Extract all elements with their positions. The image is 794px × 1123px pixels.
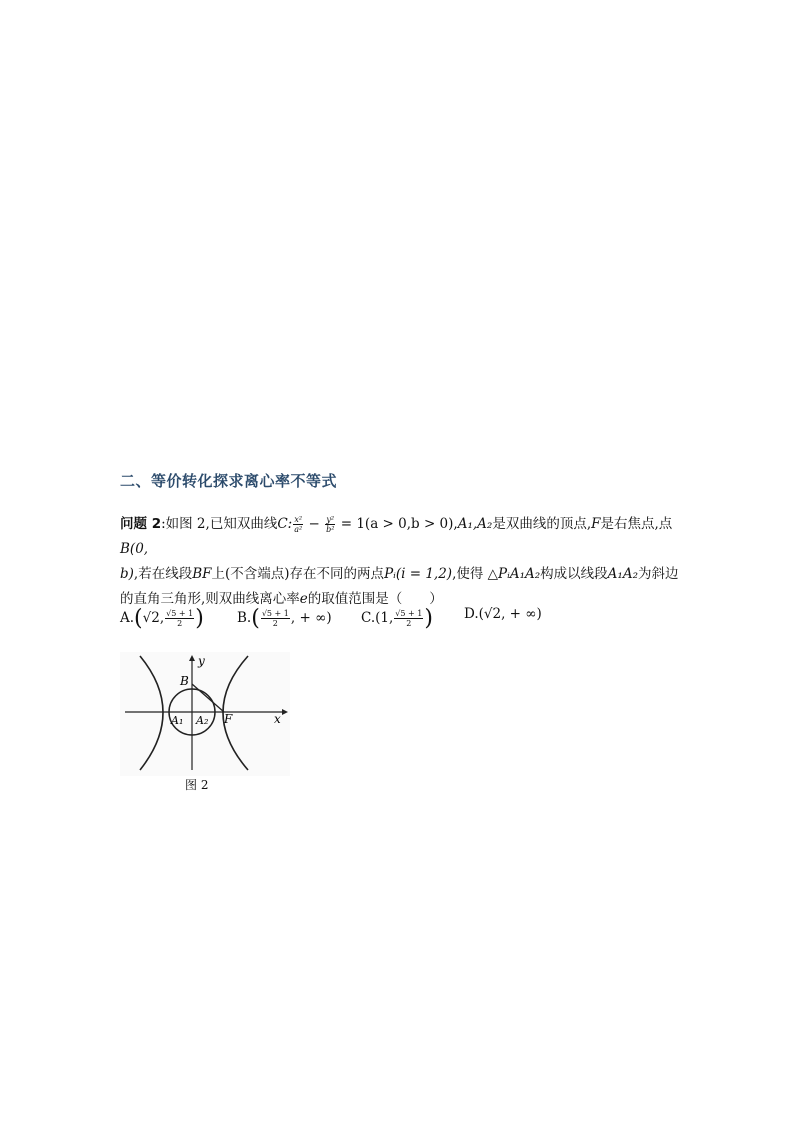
problem-intro: :如图 2,已知双曲线 bbox=[161, 516, 278, 532]
vertices: A₁,A₂ bbox=[457, 516, 493, 532]
point-b: B(0, bbox=[120, 541, 149, 557]
segment-bf: BF bbox=[192, 566, 212, 582]
label-a2: A₂ bbox=[196, 714, 209, 727]
label-y: y bbox=[198, 654, 205, 668]
focus-var: F bbox=[591, 516, 601, 532]
label-b: B bbox=[180, 674, 189, 688]
hyperbola-figure bbox=[120, 652, 290, 794]
text-focus: 是右焦点,点 bbox=[600, 516, 673, 532]
text-line2b: 上(不含端点)存在不同的两点 bbox=[211, 566, 385, 582]
label-f: F bbox=[224, 712, 233, 726]
section-heading: 二、等价转化探求离心率不等式 bbox=[120, 472, 338, 490]
option-c[interactable]: C.(1, $\frac{√5 + 1}{2}$ ) bbox=[361, 606, 433, 631]
equation-rest: = 1(a > 0,b > 0), bbox=[336, 516, 458, 532]
text-line2d: 构成以线段 bbox=[540, 566, 608, 582]
option-b[interactable]: B.( $\frac{√5 + 1}{2}$ , + ∞) bbox=[237, 606, 332, 631]
option-d[interactable]: D.(√2, + ∞) bbox=[464, 606, 542, 622]
fraction-y: $\frac{\text{y²}}{\text{b²}}$ bbox=[326, 515, 335, 534]
text-line2f: 的取值范围是（ ） bbox=[307, 591, 443, 607]
label-x: x bbox=[274, 712, 281, 726]
point-b-end: b) bbox=[120, 566, 134, 582]
problem-label: 问题 2 bbox=[120, 516, 162, 532]
fraction-x: $\frac{\text{x²}}{\text{a²}}$ bbox=[294, 515, 303, 534]
option-a[interactable]: A.(√2, $\frac{√5 + 1}{2}$ ) bbox=[120, 606, 204, 631]
triangle: PᵢA₁A₂ bbox=[498, 566, 541, 582]
answer-options bbox=[120, 602, 680, 632]
minus-sign: − bbox=[304, 516, 325, 532]
text-line2e: 为斜边的直角三角形,则双曲线离心率 bbox=[120, 566, 679, 607]
segment-a1a2: A₁A₂ bbox=[607, 566, 638, 582]
text-line2a: ,若在线段 bbox=[133, 566, 193, 582]
figure-caption: 图 2 bbox=[185, 778, 209, 792]
hyperbola-diagram bbox=[120, 652, 290, 776]
curve-name: C: bbox=[277, 516, 293, 532]
problem-statement bbox=[120, 512, 680, 612]
text-vertices: 是双曲线的顶点, bbox=[492, 516, 592, 532]
text-line2c: ,使得 △ bbox=[452, 566, 499, 582]
label-a1: A₁ bbox=[171, 714, 184, 727]
ecc-var: e bbox=[299, 591, 308, 607]
points-p: Pᵢ(i = 1,2) bbox=[384, 566, 453, 582]
